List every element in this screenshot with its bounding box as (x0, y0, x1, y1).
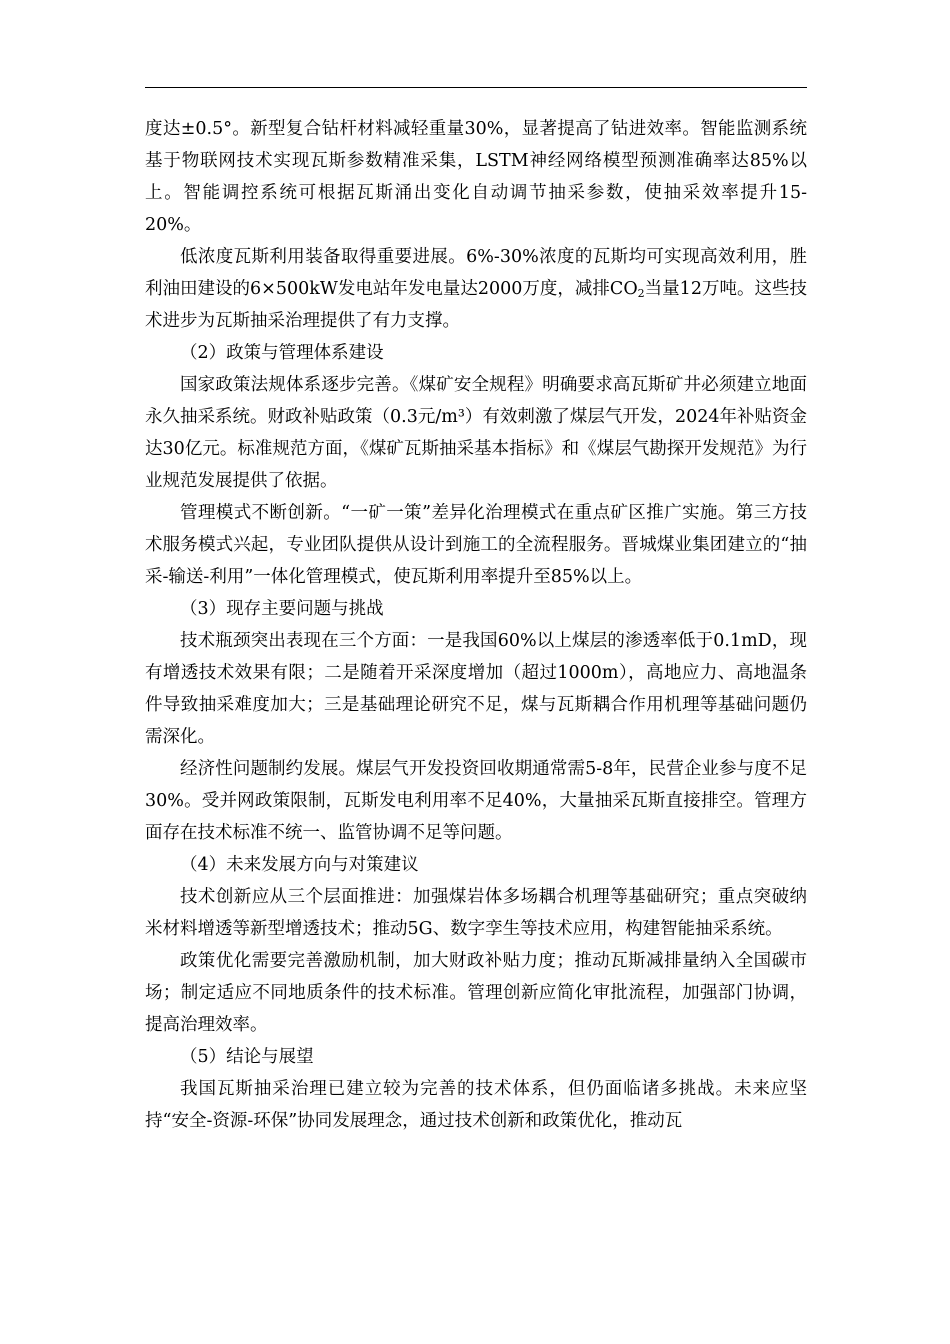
paragraph-tech-innovation: 技术创新应从三个层面推进：加强煤岩体多场耦合机理等基础研究；重点突破纳米材料增透等新型增透技术；推动5G、数字孪生等技术应用，构建智能抽采系统。 (145, 887, 807, 939)
section-heading-3: （3）现存主要问题与挑战 (180, 599, 384, 619)
subscript: 2 (637, 287, 645, 300)
paragraph-text: 当量12万吨。这些技术进步为瓦斯抽采治理提供了有力支撑。 (145, 279, 807, 331)
section-heading-2: （2）政策与管理体系建设 (180, 343, 384, 363)
paragraph-conclusion: 我国瓦斯抽采治理已建立较为完善的技术体系，但仍面临诸多挑战。未来应坚持“安全-资源-环保”协同发展理念，通过技术创新和政策优化，推动瓦 (145, 1079, 807, 1131)
document-body (145, 113, 807, 1137)
paragraph-continued: 度达±0.5°。新型复合钻杆材料减轻重量30%，显著提高了钻进效率。智能监测系统基于物联网技术实现瓦斯参数精准采集，LSTM神经网络模型预测准确率达85%以上。智能调控系统可根据瓦斯涌出变化自动调节抽采参数，使抽采效率提升15-20%。 (145, 119, 807, 235)
paragraph-management: 管理模式不断创新。“一矿一策”差异化治理模式在重点矿区推广实施。第三方技术服务模式兴起，专业团队提供从设计到施工的全流程服务。晋城煤业集团建立的“抽采-输送-利用”一体化管理模式，使瓦斯利用率提升至85%以上。 (145, 503, 807, 587)
header-rule (145, 87, 807, 88)
paragraph-policy: 国家政策法规体系逐步完善。《煤矿安全规程》明确要求高瓦斯矿井必须建立地面永久抽采系统。财政补贴政策（0.3元/m³）有效刺激了煤层气开发，2024年补贴资金达30亿元。标准规范方面，《煤矿瓦斯抽采基本指标》和《煤层气勘探开发规范》为行业规范发展提供了依据。 (145, 375, 807, 491)
paragraph-text: 低浓度瓦斯利用装备取得重要进展。6%-30%浓度的瓦斯均可实现高效利用，胜利油田建设的6×500kW发电站年发电量达2000万度，减排CO (145, 247, 807, 299)
paragraph-low-concentration-gas (145, 241, 807, 337)
paragraph-policy-optimization: 政策优化需要完善激励机制，加大财政补贴力度；推动瓦斯减排量纳入全国碳市场；制定适应不同地质条件的技术标准。管理创新应简化审批流程，加强部门协调，提高治理效率。 (145, 951, 807, 1035)
section-heading-4: （4）未来发展方向与对策建议 (180, 855, 419, 875)
section-heading-5: （5）结论与展望 (180, 1047, 314, 1067)
paragraph-economic-issues: 经济性问题制约发展。煤层气开发投资回收期通常需5-8年，民营企业参与度不足30%。受并网政策限制，瓦斯发电利用率不足40%，大量抽采瓦斯直接排空。管理方面存在技术标准不统一、监管协调不足等问题。 (145, 759, 807, 843)
paragraph-tech-bottleneck: 技术瓶颈突出表现在三个方面：一是我国60%以上煤层的渗透率低于0.1mD，现有增透技术效果有限；二是随着开采深度增加（超过1000m），高地应力、高地温条件导致抽采难度加大；三是基础理论研究不足，煤与瓦斯耦合作用机理等基础问题仍需深化。 (145, 631, 807, 747)
